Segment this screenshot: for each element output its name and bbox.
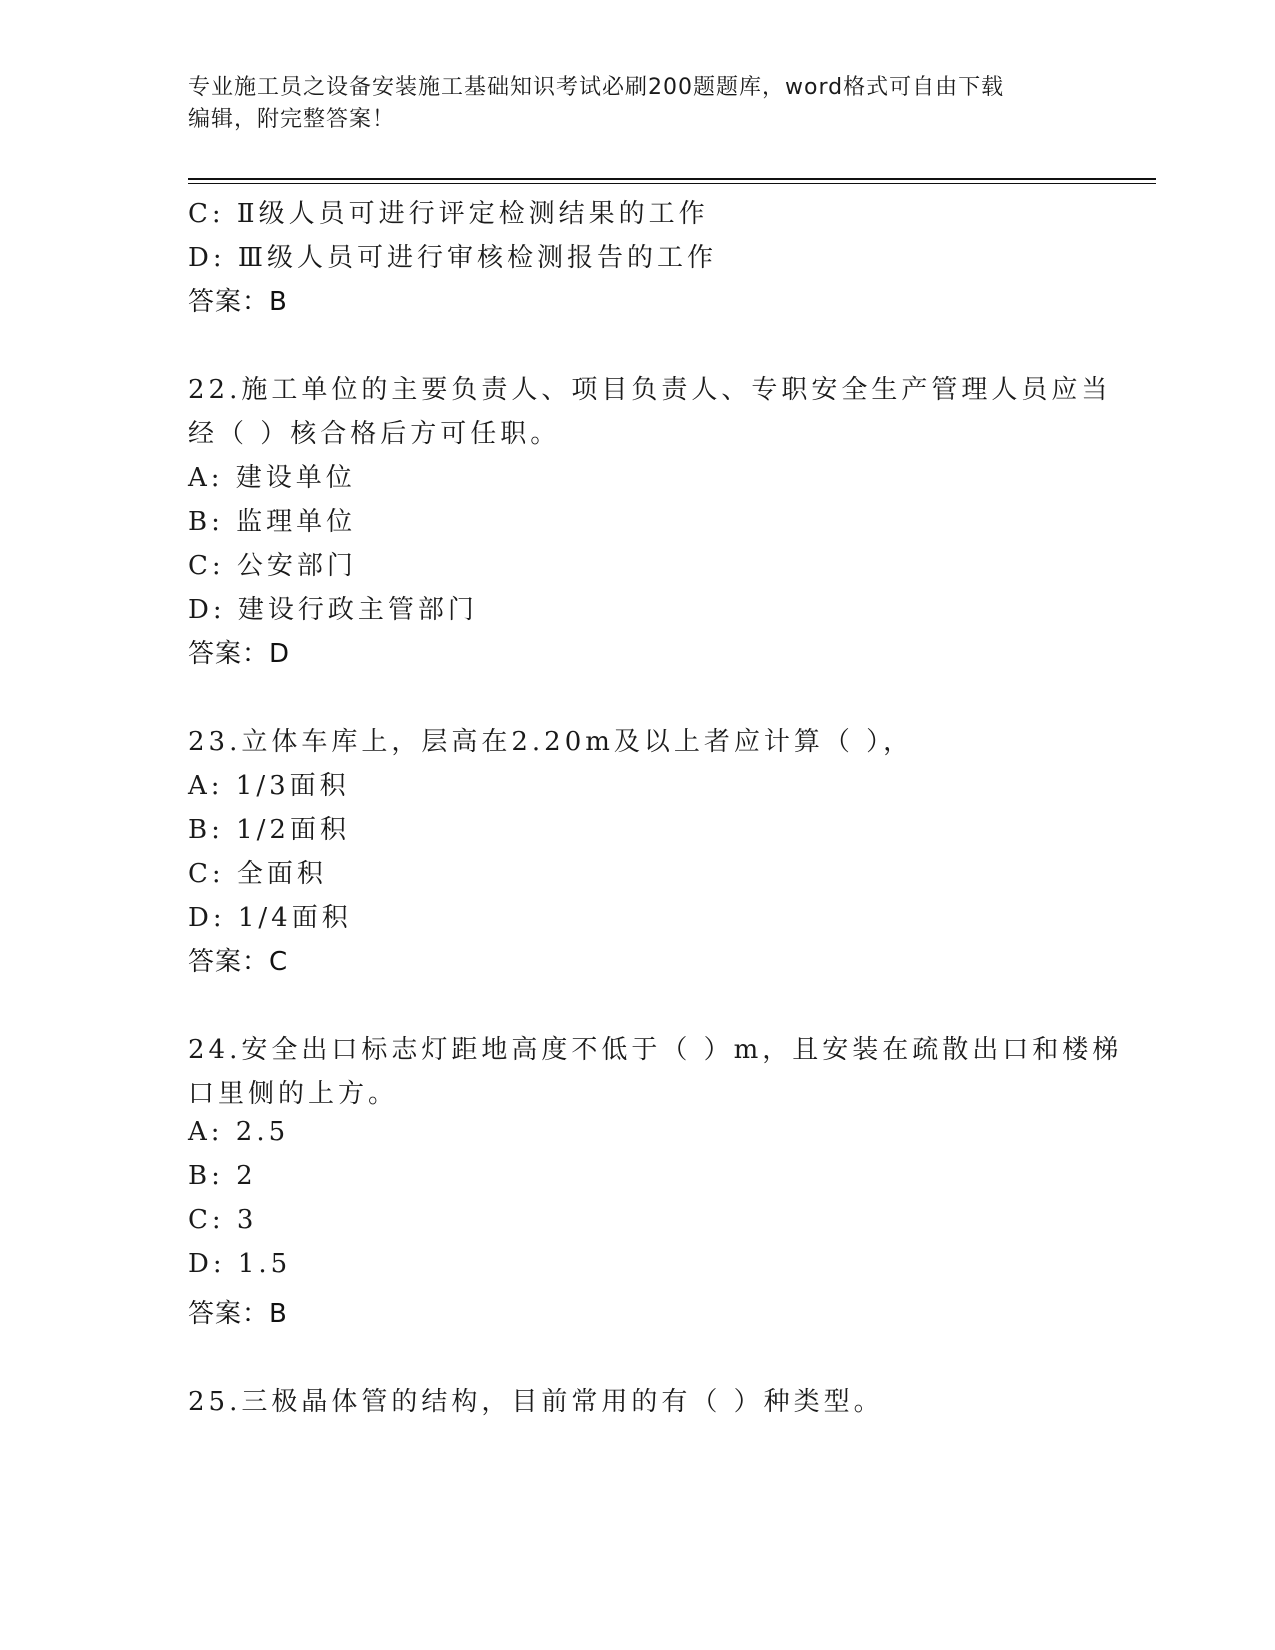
document-header [188, 72, 1088, 136]
q23-stem-line-1: 23.立体车库上，层高在2.20m及以上者应计算（ ）， [188, 727, 914, 757]
q24-stem-line-2: 口里侧的上方。 [188, 1079, 399, 1109]
header-divider-thin [188, 183, 1156, 184]
q24-option-d: D: 1.5 [188, 1249, 292, 1279]
q21-option-c: C: Ⅱ级人员可进行评定检测结果的工作 [188, 199, 709, 229]
q22-option-b: B: 监理单位 [188, 507, 357, 537]
q24-answer: 答案：B [188, 1299, 288, 1329]
q23-option-c: C: 全面积 [188, 859, 327, 889]
q22-option-a: A: 建设单位 [188, 463, 356, 493]
q22-stem-line-1: 22.施工单位的主要负责人、项目负责人、专职安全生产管理人员应当 [188, 375, 1112, 405]
q21-option-d: D: Ⅲ级人员可进行审核检测报告的工作 [188, 243, 717, 273]
q24-option-a: A: 2.5 [188, 1117, 290, 1147]
q21-answer: 答案：B [188, 287, 288, 317]
q24-stem-line-1: 24.安全出口标志灯距地高度不低于（ ）m，且安装在疏散出口和楼梯 [188, 1035, 1123, 1065]
q25-stem-line-1: 25.三极晶体管的结构，目前常用的有（ ）种类型。 [188, 1387, 884, 1417]
header-divider-thick [188, 178, 1156, 180]
q23-option-a: A: 1/3面积 [188, 771, 350, 801]
header-title-line-1: 专业施工员之设备安装施工基础知识考试必刷200题题库，word格式可自由下载 [188, 75, 1005, 100]
q24-option-b: B: 2 [188, 1161, 257, 1191]
q23-answer: 答案：C [188, 947, 289, 977]
q22-answer: 答案：D [188, 639, 291, 669]
q22-stem-line-2: 经（ ）核合格后方可任职。 [188, 419, 561, 449]
header-title-line-2: 编辑，附完整答案！ [188, 107, 396, 132]
q23-option-b: B: 1/2面积 [188, 815, 350, 845]
q22-option-d: D: 建设行政主管部门 [188, 595, 478, 625]
q22-option-c: C: 公安部门 [188, 551, 357, 581]
q23-option-d: D: 1/4面积 [188, 903, 352, 933]
q24-option-c: C: 3 [188, 1205, 258, 1235]
